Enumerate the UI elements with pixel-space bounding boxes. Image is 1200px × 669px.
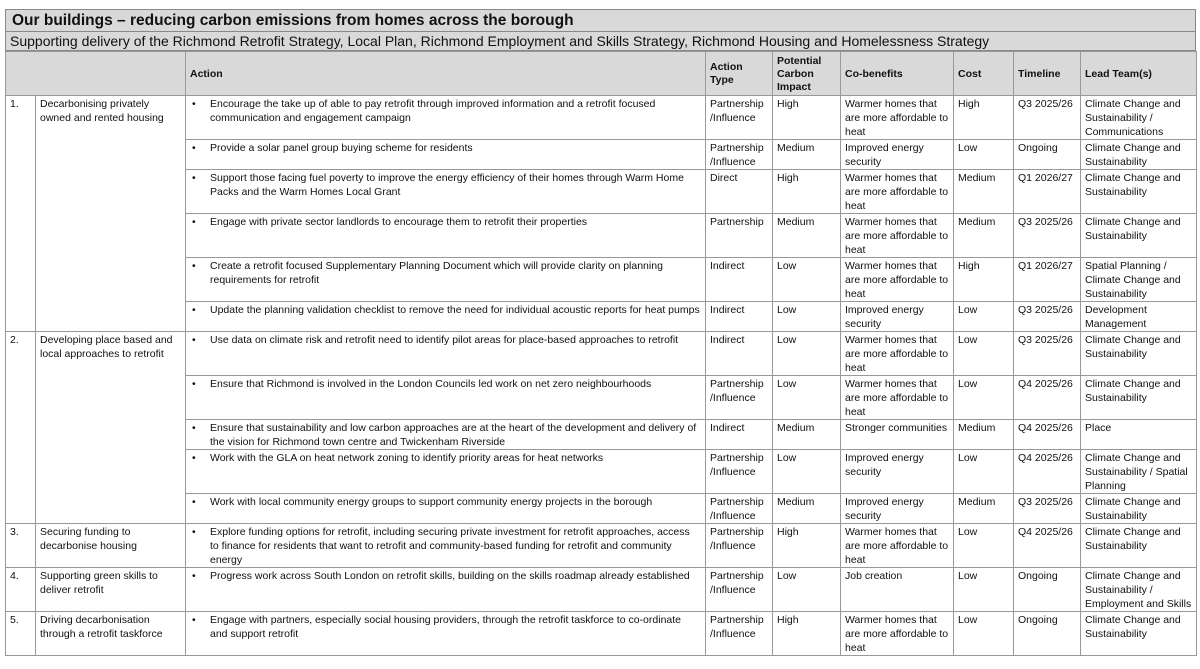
- lead-team: Climate Change and Sustainability: [1081, 140, 1197, 170]
- timeline: Ongoing: [1014, 140, 1081, 170]
- theme-name: Securing funding to decarbonise housing: [36, 524, 186, 568]
- action-type: Partnership /Influence: [706, 524, 773, 568]
- lead-team: Climate Change and Sustainability: [1081, 332, 1197, 376]
- co-benefits: Warmer homes that are more affordable to heat: [841, 332, 954, 376]
- cost: Medium: [954, 214, 1014, 258]
- table-header-row: [6, 52, 1197, 96]
- co-benefits: Warmer homes that are more affordable to heat: [841, 170, 954, 214]
- timeline: Q4 2025/26: [1014, 420, 1081, 450]
- header-cobenefits: Co-benefits: [841, 52, 954, 96]
- co-benefits: Job creation: [841, 568, 954, 612]
- header-action: Action: [186, 52, 706, 96]
- action-cell: [186, 568, 706, 612]
- carbon-impact: High: [773, 524, 841, 568]
- section-subtitle: Supporting delivery of the Richmond Retrofit Strategy, Local Plan, Richmond Employment and Skills Strategy, Richmond Housing and Homelessness Strategy: [5, 32, 1196, 51]
- co-benefits: Warmer homes that are more affordable to heat: [841, 214, 954, 258]
- action-cell: [186, 494, 706, 524]
- cost: Medium: [954, 170, 1014, 214]
- bullet-icon: •: [192, 260, 196, 272]
- action-type: Direct: [706, 170, 773, 214]
- bullet-icon: •: [192, 452, 196, 464]
- co-benefits: Warmer homes that are more affordable to heat: [841, 258, 954, 302]
- cost: Medium: [954, 494, 1014, 524]
- bullet-icon: •: [192, 570, 196, 582]
- bullet-icon: •: [192, 216, 196, 228]
- bullet-icon: •: [192, 172, 196, 184]
- co-benefits: Warmer homes that are more affordable to heat: [841, 524, 954, 568]
- carbon-impact: Low: [773, 332, 841, 376]
- theme-name: Supporting green skills to deliver retrofit: [36, 568, 186, 612]
- timeline: Q3 2025/26: [1014, 332, 1081, 376]
- co-benefits: Improved energy security: [841, 494, 954, 524]
- timeline: Q3 2025/26: [1014, 494, 1081, 524]
- carbon-impact: High: [773, 96, 841, 140]
- theme-name: Driving decarbonisation through a retrofit taskforce: [36, 612, 186, 656]
- timeline: Q4 2025/26: [1014, 450, 1081, 494]
- strategy-table-document: [5, 9, 1196, 656]
- header-theme: [6, 52, 186, 96]
- action-text: Progress work across South London on retrofit skills, building on the skills roadmap already established: [210, 570, 690, 582]
- table-row: [6, 568, 1197, 612]
- action-cell: [186, 612, 706, 656]
- action-text: Use data on climate risk and retrofit need to identify pilot areas for place-based approaches to retrofit: [210, 334, 679, 346]
- bullet-icon: •: [192, 526, 196, 538]
- bullet-icon: •: [192, 334, 196, 346]
- bullet-icon: •: [192, 614, 196, 626]
- lead-team: Climate Change and Sustainability: [1081, 524, 1197, 568]
- bullet-icon: •: [192, 378, 196, 390]
- timeline: Q1 2026/27: [1014, 170, 1081, 214]
- header-lead: Lead Team(s): [1081, 52, 1197, 96]
- co-benefits: Improved energy security: [841, 302, 954, 332]
- lead-team: Climate Change and Sustainability: [1081, 494, 1197, 524]
- action-text: Encourage the take up of able to pay retrofit through improved information and a retrofit focused communication and engagement campaign: [210, 98, 656, 124]
- bullet-icon: •: [192, 422, 196, 434]
- carbon-impact: High: [773, 612, 841, 656]
- carbon-impact: Low: [773, 258, 841, 302]
- carbon-impact: Medium: [773, 214, 841, 258]
- action-plan-table: [5, 51, 1197, 656]
- theme-number: 5.: [6, 612, 36, 656]
- carbon-impact: Low: [773, 302, 841, 332]
- action-type: Partnership /Influence: [706, 568, 773, 612]
- cost: High: [954, 258, 1014, 302]
- cost: Low: [954, 376, 1014, 420]
- timeline: Q3 2025/26: [1014, 96, 1081, 140]
- cost: Low: [954, 332, 1014, 376]
- action-text: Work with local community energy groups to support community energy projects in the borough: [210, 496, 653, 508]
- co-benefits: Improved energy security: [841, 450, 954, 494]
- lead-team: Climate Change and Sustainability / Communications: [1081, 96, 1197, 140]
- theme-number: 4.: [6, 568, 36, 612]
- lead-team: Climate Change and Sustainability: [1081, 170, 1197, 214]
- action-text: Support those facing fuel poverty to improve the energy efficiency of their homes through Warm Home Packs and the Warm Homes Local Grant: [210, 172, 684, 198]
- theme-name: Decarbonising privately owned and rented housing: [36, 96, 186, 332]
- bullet-icon: •: [192, 496, 196, 508]
- timeline: Q3 2025/26: [1014, 302, 1081, 332]
- timeline: Ongoing: [1014, 612, 1081, 656]
- lead-team: Climate Change and Sustainability / Spatial Planning: [1081, 450, 1197, 494]
- carbon-impact: Low: [773, 568, 841, 612]
- action-type: Indirect: [706, 332, 773, 376]
- action-type: Partnership /Influence: [706, 140, 773, 170]
- action-type: Partnership /Influence: [706, 96, 773, 140]
- carbon-impact: Low: [773, 450, 841, 494]
- lead-team: Climate Change and Sustainability: [1081, 214, 1197, 258]
- action-type: Partnership /Influence: [706, 494, 773, 524]
- header-timeline: Timeline: [1014, 52, 1081, 96]
- action-cell: [186, 302, 706, 332]
- action-cell: [186, 170, 706, 214]
- co-benefits: Warmer homes that are more affordable to heat: [841, 96, 954, 140]
- action-type: Indirect: [706, 258, 773, 302]
- cost: Low: [954, 140, 1014, 170]
- action-type: Partnership /Influence: [706, 612, 773, 656]
- table-row: [6, 332, 1197, 376]
- bullet-icon: •: [192, 142, 196, 154]
- theme-number: 2.: [6, 332, 36, 524]
- action-cell: [186, 140, 706, 170]
- theme-number: 1.: [6, 96, 36, 332]
- lead-team: Development Management: [1081, 302, 1197, 332]
- carbon-impact: Medium: [773, 140, 841, 170]
- lead-team: Climate Change and Sustainability: [1081, 612, 1197, 656]
- action-text: Update the planning validation checklist to remove the need for individual acoustic reports for heat pumps: [210, 304, 700, 316]
- cost: Medium: [954, 420, 1014, 450]
- action-cell: [186, 332, 706, 376]
- action-type: Indirect: [706, 420, 773, 450]
- section-title: Our buildings – reducing carbon emissions from homes across the borough: [5, 9, 1196, 32]
- theme-number: 3.: [6, 524, 36, 568]
- action-cell: [186, 376, 706, 420]
- co-benefits: Warmer homes that are more affordable to heat: [841, 376, 954, 420]
- cost: Low: [954, 568, 1014, 612]
- carbon-impact: High: [773, 170, 841, 214]
- action-cell: [186, 450, 706, 494]
- action-text: Create a retrofit focused Supplementary Planning Document which will provide clarity on planning requirements for retrofit: [210, 260, 663, 286]
- timeline: Ongoing: [1014, 568, 1081, 612]
- table-row: [6, 524, 1197, 568]
- carbon-impact: Low: [773, 376, 841, 420]
- timeline: Q4 2025/26: [1014, 376, 1081, 420]
- action-type: Partnership /Influence: [706, 450, 773, 494]
- header-action-type: Action Type: [706, 52, 773, 96]
- action-type: Indirect: [706, 302, 773, 332]
- action-cell: [186, 96, 706, 140]
- action-text: Ensure that sustainability and low carbon approaches are at the heart of the development and delivery of the vision for Richmond town centre and Twickenham Riverside: [210, 422, 697, 448]
- carbon-impact: Medium: [773, 420, 841, 450]
- lead-team: Spatial Planning / Climate Change and Sustainability: [1081, 258, 1197, 302]
- cost: Low: [954, 302, 1014, 332]
- bullet-icon: •: [192, 304, 196, 316]
- bullet-icon: •: [192, 98, 196, 110]
- lead-team: Climate Change and Sustainability / Employment and Skills: [1081, 568, 1197, 612]
- action-text: Provide a solar panel group buying scheme for residents: [210, 142, 473, 154]
- carbon-impact: Medium: [773, 494, 841, 524]
- header-cost: Cost: [954, 52, 1014, 96]
- action-cell: [186, 420, 706, 450]
- table-row: [6, 612, 1197, 656]
- cost: Low: [954, 524, 1014, 568]
- header-impact: Potential Carbon Impact: [773, 52, 841, 96]
- theme-name: Developing place based and local approaches to retrofit: [36, 332, 186, 524]
- co-benefits: Stronger communities: [841, 420, 954, 450]
- action-cell: [186, 258, 706, 302]
- action-type: Partnership /Influence: [706, 376, 773, 420]
- timeline: Q4 2025/26: [1014, 524, 1081, 568]
- action-text: Work with the GLA on heat network zoning to identify priority areas for heat networks: [210, 452, 604, 464]
- action-text: Engage with private sector landlords to encourage them to retrofit their properties: [210, 216, 588, 228]
- cost: Low: [954, 450, 1014, 494]
- co-benefits: Warmer homes that are more affordable to heat: [841, 612, 954, 656]
- lead-team: Climate Change and Sustainability: [1081, 376, 1197, 420]
- action-cell: [186, 524, 706, 568]
- timeline: Q1 2026/27: [1014, 258, 1081, 302]
- table-row: [6, 96, 1197, 140]
- action-text: Explore funding options for retrofit, including securing private investment for retrofit approaches, access to finance for residents that want to retrofit and community-based funding for retrofit and community energy: [210, 526, 690, 566]
- timeline: Q3 2025/26: [1014, 214, 1081, 258]
- cost: High: [954, 96, 1014, 140]
- action-text: Ensure that Richmond is involved in the London Councils led work on net zero neighbourhoods: [210, 378, 652, 390]
- co-benefits: Improved energy security: [841, 140, 954, 170]
- action-cell: [186, 214, 706, 258]
- lead-team: Place: [1081, 420, 1197, 450]
- action-text: Engage with partners, especially social housing providers, through the retrofit taskforce to co-ordinate and support retrofit: [210, 614, 682, 640]
- action-type: Partnership: [706, 214, 773, 258]
- cost: Low: [954, 612, 1014, 656]
